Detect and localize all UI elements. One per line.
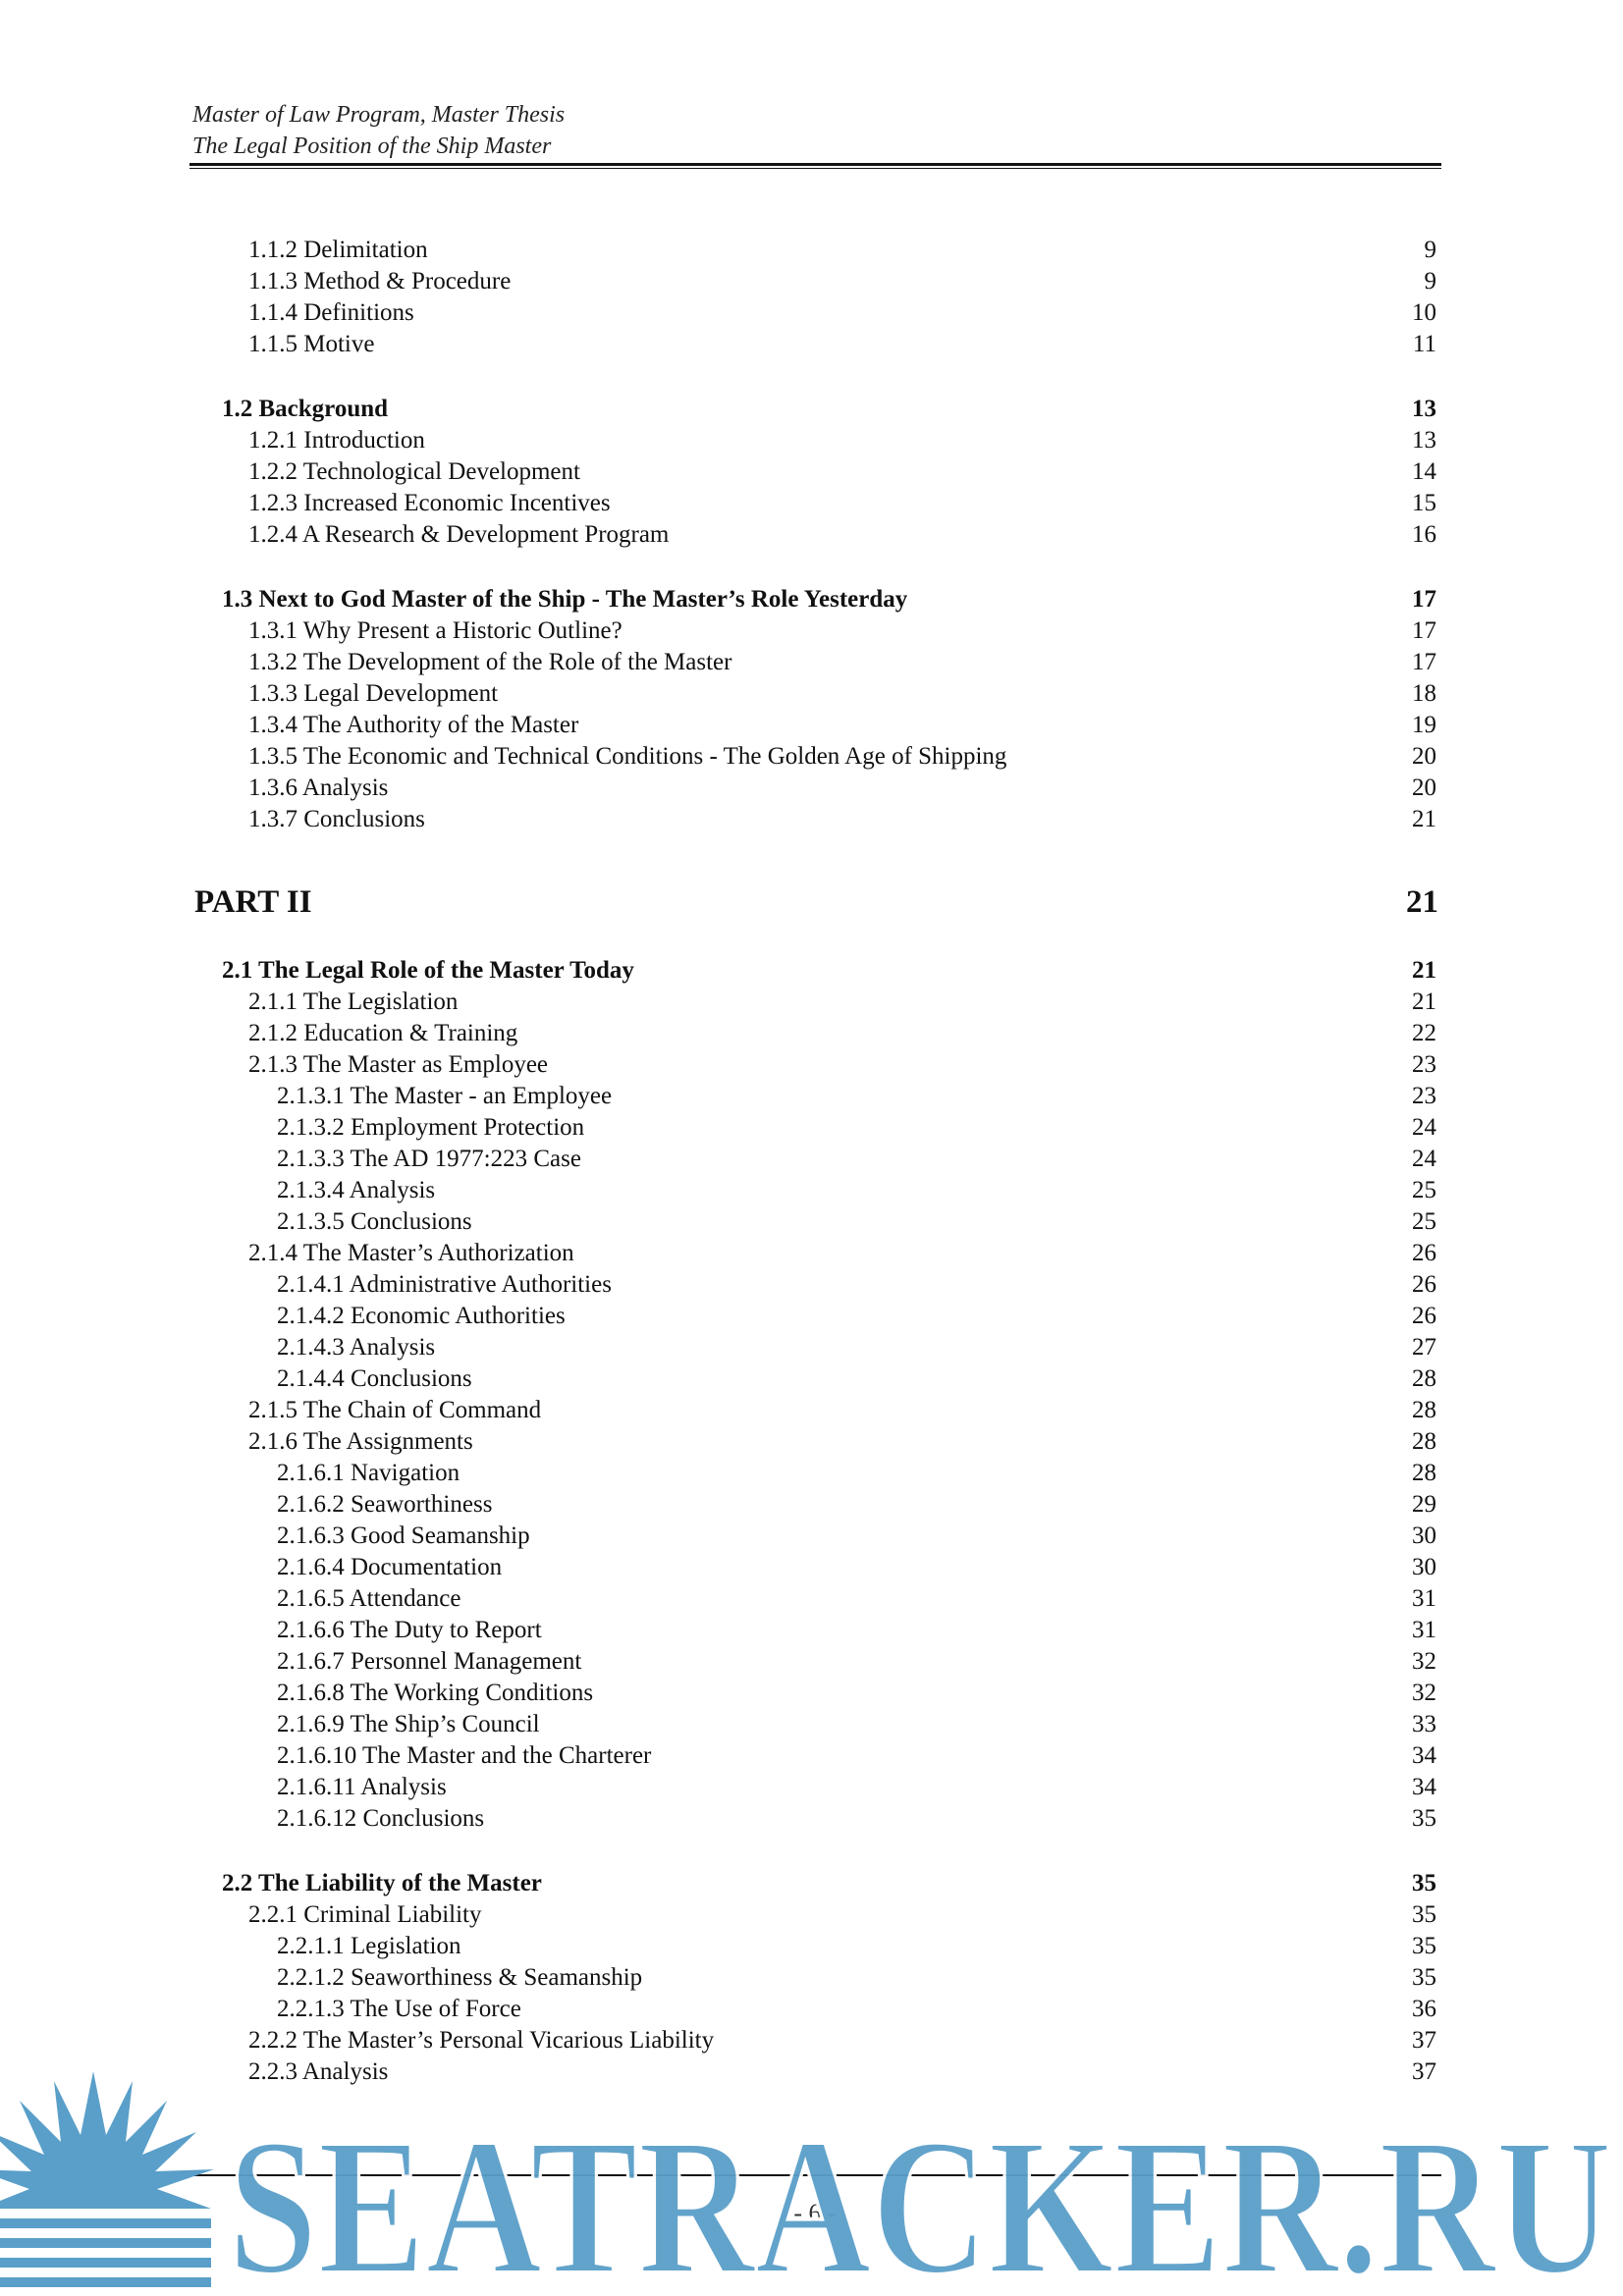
- toc-page: 19: [1412, 712, 1436, 738]
- toc-page: 11: [1412, 331, 1436, 357]
- toc-label: 1.3.6 Analysis: [248, 774, 389, 801]
- toc-label: 2.1.6.8 The Working Conditions: [277, 1680, 594, 1706]
- toc-page: 31: [1412, 1617, 1436, 1643]
- header-program: Master of Law Program, Master Thesis: [192, 102, 566, 128]
- toc-page: 35: [1412, 1805, 1436, 1832]
- toc-row[interactable]: [0, 615, 1623, 647]
- toc-row[interactable]: [0, 456, 1623, 488]
- toc-page: 13: [1412, 396, 1436, 422]
- toc-row[interactable]: [0, 329, 1623, 360]
- toc-label: 1.2.3 Increased Economic Incentives: [248, 490, 611, 516]
- toc-page: 35: [1412, 1870, 1436, 1896]
- toc-label: 1.1.5 Motive: [248, 331, 375, 357]
- toc-page: 21: [1412, 988, 1436, 1015]
- toc-label: 2.1.6.1 Navigation: [277, 1460, 460, 1486]
- toc-label: 2.2.3 Analysis: [248, 2058, 389, 2085]
- toc-page: 35: [1412, 1964, 1436, 1991]
- toc-label: 1.2 Background: [222, 396, 389, 422]
- toc-page: 9: [1424, 268, 1436, 294]
- toc-label: 2.1.6.2 Seaworthiness: [277, 1491, 493, 1518]
- toc-page: 26: [1412, 1271, 1436, 1298]
- toc-label: 1.3.1 Why Present a Historic Outline?: [248, 617, 622, 644]
- toc-label: 2.1.3.4 Analysis: [277, 1177, 436, 1203]
- toc-page: 10: [1412, 299, 1436, 326]
- toc-row[interactable]: [0, 1395, 1623, 1426]
- toc-page: 32: [1412, 1648, 1436, 1675]
- toc-row[interactable]: [0, 741, 1623, 773]
- toc-label: 2.1.4 The Master’s Authorization: [248, 1240, 574, 1266]
- toc-row[interactable]: [0, 425, 1623, 456]
- toc-row[interactable]: [0, 1049, 1623, 1081]
- toc-page: 32: [1412, 1680, 1436, 1706]
- toc-row[interactable]: [0, 773, 1623, 804]
- toc-label: 2.1.3 The Master as Employee: [248, 1051, 549, 1078]
- toc-page: 34: [1412, 1742, 1436, 1769]
- toc-page: 24: [1412, 1114, 1436, 1141]
- toc-page: 29: [1412, 1491, 1436, 1518]
- toc-page: 28: [1412, 1428, 1436, 1455]
- toc-row[interactable]: [0, 1112, 1623, 1144]
- toc-page: 31: [1412, 1585, 1436, 1612]
- toc-label: 1.1.3 Method & Procedure: [248, 268, 512, 294]
- toc-page: 9: [1424, 237, 1436, 263]
- toc-row[interactable]: [0, 297, 1623, 329]
- toc-page: 25: [1412, 1177, 1436, 1203]
- toc-page: 17: [1412, 617, 1436, 644]
- toc-row[interactable]: [0, 1301, 1623, 1332]
- toc-row[interactable]: [0, 1426, 1623, 1458]
- toc-page: 34: [1412, 1774, 1436, 1800]
- toc-page: 23: [1412, 1051, 1436, 1078]
- toc-label: 2.1.4.4 Conclusions: [277, 1365, 472, 1392]
- toc-label: 1.3.5 The Economic and Technical Conditions - The Golden Age of Shipping: [248, 743, 1007, 770]
- toc-row[interactable]: [0, 1458, 1623, 1489]
- toc-label: 2.2.1.1 Legislation: [277, 1933, 461, 1959]
- page-number: - 6 -: [793, 2199, 837, 2227]
- toc-page: 21: [1412, 957, 1436, 984]
- toc-row[interactable]: [0, 1646, 1623, 1678]
- toc-page: 21: [1412, 806, 1436, 832]
- toc-label: 2.1.2 Education & Training: [248, 1020, 518, 1046]
- toc-label: 1.1.2 Delimitation: [248, 237, 428, 263]
- toc-page: 37: [1412, 2058, 1436, 2085]
- toc-label: 2.1.3.1 The Master - an Employee: [277, 1083, 613, 1109]
- toc-page: 30: [1412, 1522, 1436, 1549]
- toc-page: 24: [1412, 1146, 1436, 1172]
- toc-row[interactable]: [0, 678, 1623, 710]
- toc-row[interactable]: [0, 1363, 1623, 1395]
- toc-row[interactable]: [0, 1803, 1623, 1835]
- toc-row[interactable]: [0, 488, 1623, 519]
- toc-page: 37: [1412, 2027, 1436, 2054]
- toc-page: 14: [1412, 458, 1436, 485]
- toc-row[interactable]: [0, 1489, 1623, 1521]
- toc-row[interactable]: [0, 987, 1623, 1018]
- toc-row[interactable]: [0, 235, 1623, 266]
- toc-page: 36: [1412, 1996, 1436, 2022]
- toc-page: 17: [1412, 649, 1436, 675]
- toc-part-row[interactable]: [0, 882, 1623, 922]
- toc-label: 1.3.3 Legal Development: [248, 680, 499, 707]
- toc-row[interactable]: [0, 1994, 1623, 2025]
- toc-row[interactable]: [0, 710, 1623, 741]
- toc-label: 1.3 Next to God Master of the Ship - The Master’s Role Yesterday: [222, 586, 908, 613]
- toc-label: 2.1.6 The Assignments: [248, 1428, 473, 1455]
- toc-label: 2.1.6.9 The Ship’s Council: [277, 1711, 540, 1737]
- toc-page: 26: [1412, 1303, 1436, 1329]
- toc-row[interactable]: [0, 2025, 1623, 2056]
- toc-page: 26: [1412, 1240, 1436, 1266]
- toc-page: 18: [1412, 680, 1436, 707]
- toc-label: 1.3.7 Conclusions: [248, 806, 425, 832]
- toc-page: 16: [1412, 521, 1436, 548]
- toc-page: 28: [1412, 1460, 1436, 1486]
- toc-label: 2.1.4.2 Economic Authorities: [277, 1303, 566, 1329]
- toc-row[interactable]: [0, 647, 1623, 678]
- toc-label: 1.1.4 Definitions: [248, 299, 414, 326]
- toc-page: 28: [1412, 1365, 1436, 1392]
- toc-page: 20: [1412, 743, 1436, 770]
- toc-label: 2.1.3.3 The AD 1977:223 Case: [277, 1146, 581, 1172]
- toc-row[interactable]: [0, 1772, 1623, 1803]
- toc-page: 20: [1412, 774, 1436, 801]
- toc-page: 21: [1406, 884, 1438, 920]
- toc-label: 2.1.4.3 Analysis: [277, 1334, 436, 1361]
- toc-section-row[interactable]: [0, 584, 1623, 615]
- toc-page: 27: [1412, 1334, 1436, 1361]
- toc-row[interactable]: [0, 1583, 1623, 1615]
- toc-row[interactable]: [0, 519, 1623, 551]
- toc-row[interactable]: [0, 1175, 1623, 1206]
- toc-row[interactable]: [0, 1081, 1623, 1112]
- toc-row[interactable]: [0, 1238, 1623, 1269]
- toc-row[interactable]: [0, 1206, 1623, 1238]
- toc-label: 2.1.6.5 Attendance: [277, 1585, 461, 1612]
- toc-label: 2.1.3.5 Conclusions: [277, 1208, 472, 1235]
- toc-label: 2.1.6.4 Documentation: [277, 1554, 503, 1580]
- toc-section-row[interactable]: [0, 1868, 1623, 1899]
- watermark-text: SEATRACKER.RU: [228, 2099, 1612, 2296]
- toc-row[interactable]: [0, 1521, 1623, 1552]
- toc-label: 2.2 The Liability of the Master: [222, 1870, 542, 1896]
- toc-page: 13: [1412, 427, 1436, 454]
- toc-row[interactable]: [0, 1552, 1623, 1583]
- toc-label: 2.1.5 The Chain of Command: [248, 1397, 542, 1423]
- toc-row[interactable]: [0, 1018, 1623, 1049]
- toc-part-label: PART II: [194, 884, 312, 920]
- sun-burst-icon: [0, 2071, 214, 2296]
- toc-section-row[interactable]: [0, 394, 1623, 425]
- toc-label: 1.2.2 Technological Development: [248, 458, 580, 485]
- toc-page: 25: [1412, 1208, 1436, 1235]
- toc-label: 1.3.2 The Development of the Role of the Master: [248, 649, 732, 675]
- toc-page: 22: [1412, 1020, 1436, 1046]
- toc-label: 2.1.6.12 Conclusions: [277, 1805, 485, 1832]
- toc-label: 2.2.1 Criminal Liability: [248, 1901, 482, 1928]
- toc-row[interactable]: [0, 266, 1623, 297]
- toc-label: 2.1.4.1 Administrative Authorities: [277, 1271, 612, 1298]
- toc-label: 2.2.2 The Master’s Personal Vicarious Liability: [248, 2027, 715, 2054]
- toc-page: 28: [1412, 1397, 1436, 1423]
- toc-label: 2.1.6.10 The Master and the Charterer: [277, 1742, 652, 1769]
- toc-row[interactable]: [0, 804, 1623, 835]
- toc-page: 17: [1412, 586, 1436, 613]
- toc-label: 2.1 The Legal Role of the Master Today: [222, 957, 634, 984]
- toc-row[interactable]: [0, 1615, 1623, 1646]
- toc-row[interactable]: [0, 1332, 1623, 1363]
- toc-label: 2.1.6.3 Good Seamanship: [277, 1522, 530, 1549]
- toc-row[interactable]: [0, 1709, 1623, 1740]
- toc-label: 1.3.4 The Authority of the Master: [248, 712, 579, 738]
- toc-label: 2.2.1.2 Seaworthiness & Seamanship: [277, 1964, 643, 1991]
- toc-page: 30: [1412, 1554, 1436, 1580]
- watermark-logo: [0, 2061, 1623, 2296]
- toc-row[interactable]: [0, 1678, 1623, 1709]
- toc-row[interactable]: [0, 1931, 1623, 1962]
- toc-label: 2.1.3.2 Employment Protection: [277, 1114, 585, 1141]
- toc-section-row[interactable]: [0, 955, 1623, 987]
- toc-page: 15: [1412, 490, 1436, 516]
- toc-row[interactable]: [0, 1144, 1623, 1175]
- toc-page: 23: [1412, 1083, 1436, 1109]
- toc-row[interactable]: [0, 1740, 1623, 1772]
- toc-row[interactable]: [0, 1269, 1623, 1301]
- header-title: The Legal Position of the Ship Master: [192, 133, 552, 159]
- toc-label: 1.2.1 Introduction: [248, 427, 425, 454]
- toc-row[interactable]: [0, 1899, 1623, 1931]
- toc-label: 2.1.1 The Legislation: [248, 988, 459, 1015]
- toc-label: 2.1.6.7 Personnel Management: [277, 1648, 582, 1675]
- toc-label: 2.1.6.11 Analysis: [277, 1774, 447, 1800]
- toc-page: 33: [1412, 1711, 1436, 1737]
- toc-page: 35: [1412, 1901, 1436, 1928]
- toc-label: 2.2.1.3 The Use of Force: [277, 1996, 521, 2022]
- toc-page: 35: [1412, 1933, 1436, 1959]
- toc-label: 2.1.6.6 The Duty to Report: [277, 1617, 542, 1643]
- toc-label: 1.2.4 A Research & Development Program: [248, 521, 670, 548]
- toc-row[interactable]: [0, 1962, 1623, 1994]
